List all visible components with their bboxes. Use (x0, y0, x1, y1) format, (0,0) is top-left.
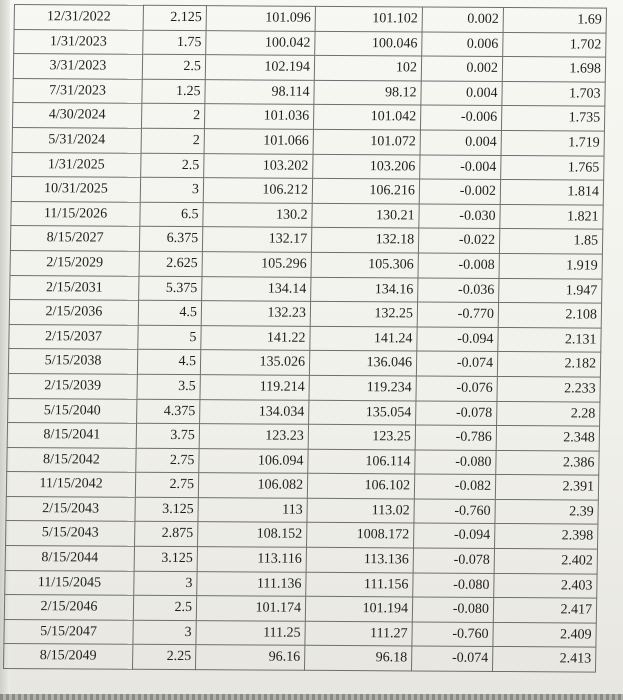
bid-price-cell: 106.212 (203, 178, 312, 203)
coupon-cell: 2 (141, 104, 204, 129)
maturity-date-cell: 4/30/2024 (12, 103, 141, 128)
ask-price-cell: 102 (314, 56, 421, 81)
ask-price-cell: 101.072 (313, 129, 420, 154)
change-cell: -0.036 (418, 278, 499, 303)
coupon-cell: 2.5 (133, 595, 196, 620)
ask-price-cell: 103.206 (313, 154, 420, 179)
bond-table (3, 4, 607, 673)
yield-cell: 1.698 (502, 57, 605, 82)
ask-price-cell: 111.27 (305, 621, 412, 646)
change-cell: -0.074 (411, 646, 492, 671)
change-cell: -0.074 (416, 351, 497, 376)
change-cell: -0.094 (414, 523, 495, 548)
change-cell: -0.022 (418, 228, 499, 253)
yield-cell: 1.765 (501, 155, 604, 180)
coupon-cell: 2.25 (132, 645, 195, 670)
bid-price-cell: 123.23 (199, 424, 308, 449)
table-row (7, 423, 599, 451)
table-row (6, 521, 598, 549)
change-cell: 0.002 (421, 56, 502, 81)
table-row (11, 201, 603, 229)
table-row (14, 29, 606, 57)
maturity-date-cell: 2/15/2046 (4, 595, 133, 620)
ask-price-cell: 96.18 (304, 646, 411, 671)
change-cell: -0.002 (419, 179, 500, 204)
coupon-cell: 5.375 (139, 276, 202, 301)
bid-price-cell: 132.17 (202, 227, 311, 252)
maturity-date-cell: 12/31/2022 (14, 5, 143, 30)
change-cell: -0.006 (420, 105, 501, 130)
table-row (12, 127, 604, 155)
yield-cell: 2.28 (497, 401, 600, 426)
bid-price-cell: 141.22 (201, 325, 310, 350)
coupon-cell: 2.5 (142, 54, 205, 79)
bid-price-cell: 106.094 (199, 448, 308, 473)
coupon-cell: 1.75 (143, 30, 206, 55)
table-row (12, 152, 604, 180)
bottom-strip (0, 694, 623, 700)
change-cell: -0.078 (416, 400, 497, 425)
coupon-cell: 2.75 (135, 473, 198, 498)
ask-price-cell: 113.136 (306, 547, 413, 572)
table-row (5, 570, 597, 598)
coupon-cell: 2 (141, 128, 204, 153)
table-row (7, 447, 599, 475)
ask-price-cell: 1008.172 (307, 523, 414, 548)
bid-price-cell: 96.16 (195, 645, 304, 670)
yield-cell: 1.919 (499, 253, 602, 278)
change-cell: -0.078 (413, 548, 494, 573)
maturity-date-cell: 5/15/2040 (8, 398, 137, 423)
ask-price-cell: 119.234 (309, 375, 416, 400)
ask-price-cell: 100.046 (315, 31, 422, 56)
bid-price-cell: 119.214 (200, 375, 309, 400)
bid-price-cell: 132.23 (201, 301, 310, 326)
change-cell: -0.080 (415, 450, 496, 475)
change-cell: 0.002 (422, 7, 503, 32)
ask-price-cell: 136.046 (309, 351, 416, 376)
coupon-cell: 3 (140, 177, 203, 202)
yield-cell: 2.409 (493, 622, 596, 647)
bid-price-cell: 108.152 (198, 522, 307, 547)
ask-price-cell: 111.156 (306, 572, 413, 597)
coupon-cell: 6.5 (140, 202, 203, 227)
yield-cell: 2.413 (492, 647, 595, 672)
change-cell: 0.006 (422, 32, 503, 57)
ask-price-cell: 132.25 (310, 301, 417, 326)
change-cell: -0.760 (412, 622, 493, 647)
bid-price-cell: 130.2 (203, 202, 312, 227)
coupon-cell: 3 (134, 571, 197, 596)
change-cell: -0.770 (417, 302, 498, 327)
yield-cell: 2.108 (498, 303, 601, 328)
change-cell: -0.004 (420, 155, 501, 180)
bid-price-cell: 103.202 (204, 153, 313, 178)
table-row (10, 275, 602, 303)
maturity-date-cell: 2/15/2031 (10, 275, 139, 300)
table-row (8, 373, 600, 401)
yield-cell: 2.131 (498, 327, 601, 352)
table-row (5, 546, 597, 574)
change-cell: -0.076 (416, 376, 497, 401)
bid-price-cell: 134.034 (200, 399, 309, 424)
ask-price-cell: 134.16 (311, 277, 418, 302)
maturity-date-cell: 2/15/2043 (6, 496, 135, 521)
yield-cell: 1.719 (501, 130, 604, 155)
ask-price-cell: 141.24 (310, 326, 417, 351)
table-row (9, 300, 601, 328)
change-cell: -0.030 (419, 204, 500, 229)
table-row (10, 250, 602, 278)
coupon-cell: 3.5 (137, 374, 200, 399)
table-row (13, 54, 605, 82)
coupon-cell: 3.75 (136, 423, 199, 448)
bid-price-cell: 102.194 (205, 55, 314, 80)
table-row (6, 496, 598, 524)
maturity-date-cell: 2/15/2029 (10, 250, 139, 275)
coupon-cell: 5 (138, 325, 201, 350)
change-cell: -0.082 (414, 474, 495, 499)
ask-price-cell: 105.306 (311, 252, 418, 277)
maturity-date-cell: 1/31/2025 (12, 152, 141, 177)
change-cell: -0.094 (417, 327, 498, 352)
change-cell: -0.760 (414, 499, 495, 524)
maturity-date-cell: 2/15/2037 (9, 324, 138, 349)
ask-price-cell: 101.042 (313, 105, 420, 130)
bid-price-cell: 101.096 (206, 6, 315, 31)
ask-price-cell: 101.194 (305, 597, 412, 622)
yield-cell: 2.391 (495, 475, 598, 500)
ask-price-cell: 98.12 (314, 80, 421, 105)
maturity-date-cell: 3/31/2023 (13, 54, 142, 79)
table-row (10, 226, 602, 254)
ask-price-cell: 132.18 (311, 228, 418, 253)
coupon-cell: 3 (133, 620, 196, 645)
maturity-date-cell: 5/15/2043 (6, 521, 135, 546)
table-row (14, 5, 606, 33)
ask-price-cell: 101.102 (315, 6, 422, 31)
maturity-date-cell: 2/15/2036 (9, 300, 138, 325)
coupon-cell: 2.875 (135, 522, 198, 547)
bid-price-cell: 113 (198, 498, 307, 523)
maturity-date-cell: 11/15/2045 (5, 570, 134, 595)
change-cell: -0.080 (412, 597, 493, 622)
maturity-date-cell: 1/31/2023 (14, 29, 143, 54)
yield-cell: 2.386 (496, 450, 599, 475)
yield-cell: 2.417 (493, 598, 596, 623)
yield-cell: 1.85 (499, 229, 602, 254)
coupon-cell: 2.75 (136, 448, 199, 473)
yield-cell: 1.735 (501, 106, 604, 131)
ask-price-cell: 135.054 (309, 400, 416, 425)
coupon-cell: 4.375 (137, 399, 200, 424)
change-cell: 0.004 (420, 130, 501, 155)
table-row (9, 324, 601, 352)
maturity-date-cell: 8/15/2041 (7, 423, 136, 448)
table-row (8, 398, 600, 426)
bid-price-cell: 101.174 (196, 596, 305, 621)
coupon-cell: 6.375 (139, 227, 202, 252)
yield-cell: 2.403 (494, 573, 597, 598)
bid-price-cell: 134.14 (202, 276, 311, 301)
yield-cell: 1.703 (502, 81, 605, 106)
table-row (13, 78, 605, 106)
coupon-cell: 2.625 (139, 251, 202, 276)
maturity-date-cell: 8/15/2042 (7, 447, 136, 472)
bond-table-body (3, 5, 606, 673)
yield-cell: 2.233 (497, 376, 600, 401)
change-cell: -0.008 (418, 253, 499, 278)
bid-price-cell: 106.082 (198, 473, 307, 498)
maturity-date-cell: 8/15/2044 (5, 546, 134, 571)
yield-cell: 2.348 (496, 426, 599, 451)
maturity-date-cell: 5/15/2038 (8, 349, 137, 374)
table-row (4, 595, 596, 623)
maturity-date-cell: 8/15/2049 (3, 644, 132, 669)
bid-price-cell: 105.296 (202, 252, 311, 277)
bid-price-cell: 98.114 (205, 79, 314, 104)
ask-price-cell: 106.216 (312, 178, 419, 203)
table-row (11, 177, 603, 205)
maturity-date-cell: 8/15/2027 (10, 226, 139, 251)
ask-price-cell: 106.114 (308, 449, 415, 474)
coupon-cell: 2.5 (141, 153, 204, 178)
ask-price-cell: 113.02 (307, 498, 414, 523)
yield-cell: 1.69 (503, 7, 606, 32)
change-cell: -0.080 (413, 573, 494, 598)
change-cell: -0.786 (415, 425, 496, 450)
yield-cell: 1.702 (503, 32, 606, 57)
coupon-cell: 4.5 (137, 350, 200, 375)
bid-price-cell: 135.026 (200, 350, 309, 375)
maturity-date-cell: 5/15/2047 (4, 619, 133, 644)
change-cell: 0.004 (421, 81, 502, 106)
coupon-cell: 4.5 (138, 300, 201, 325)
bid-price-cell: 113.116 (197, 547, 306, 572)
table-row (3, 644, 595, 672)
coupon-cell: 1.25 (142, 79, 205, 104)
ask-price-cell: 106.102 (307, 474, 414, 499)
maturity-date-cell: 2/15/2039 (8, 373, 137, 398)
yield-cell: 1.821 (500, 204, 603, 229)
yield-cell: 2.182 (497, 352, 600, 377)
yield-cell: 1.947 (499, 278, 602, 303)
bid-price-cell: 111.25 (196, 620, 305, 645)
yield-cell: 2.398 (495, 524, 598, 549)
maturity-date-cell: 7/31/2023 (13, 78, 142, 103)
table-row (12, 103, 604, 131)
ask-price-cell: 130.21 (312, 203, 419, 228)
coupon-cell: 3.125 (135, 497, 198, 522)
coupon-cell: 3.125 (134, 546, 197, 571)
maturity-date-cell: 11/15/2026 (11, 201, 140, 226)
maturity-date-cell: 5/31/2024 (12, 127, 141, 152)
maturity-date-cell: 10/31/2025 (11, 177, 140, 202)
table-row (6, 472, 598, 500)
yield-cell: 2.39 (495, 499, 598, 524)
bid-price-cell: 101.036 (204, 104, 313, 129)
maturity-date-cell: 11/15/2042 (6, 472, 135, 497)
bid-price-cell: 101.066 (204, 129, 313, 154)
table-row (4, 619, 596, 647)
yield-cell: 2.402 (494, 549, 597, 574)
bid-price-cell: 111.136 (197, 571, 306, 596)
bid-price-cell: 100.042 (206, 30, 315, 55)
table-row (8, 349, 600, 377)
ask-price-cell: 123.25 (308, 424, 415, 449)
coupon-cell: 2.125 (143, 5, 206, 30)
yield-cell: 1.814 (500, 180, 603, 205)
